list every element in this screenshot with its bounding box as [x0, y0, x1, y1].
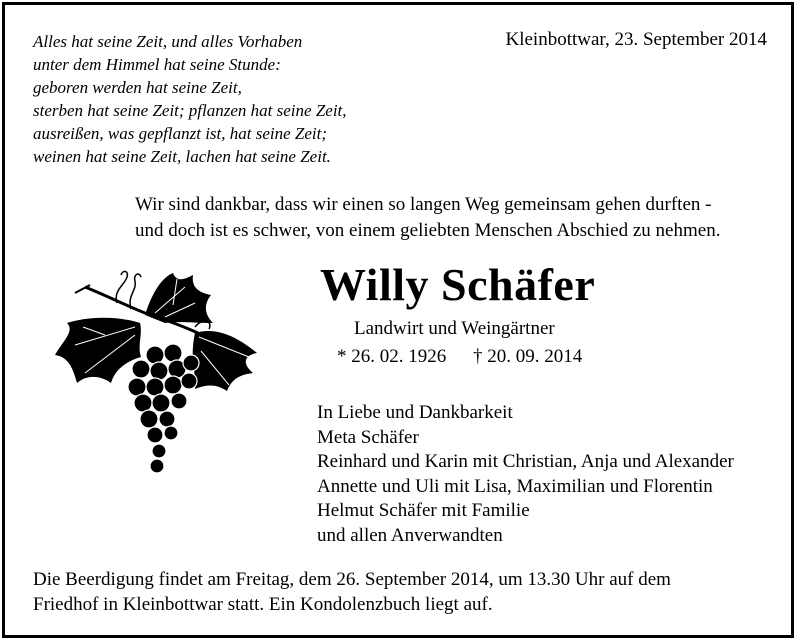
funeral-line: Friedhof in Kleinbottwar statt. Ein Kondolenzbuch liegt auf. — [33, 594, 493, 615]
deceased-name: Willy Schäfer — [320, 259, 596, 310]
poem-line: geboren werden hat seine Zeit, — [33, 78, 242, 97]
mourners-line: Annette und Uli mit Lisa, Maximilian und Florentin — [317, 475, 713, 497]
obituary-notice — [2, 2, 794, 638]
gratitude-line: Wir sind dankbar, dass wir einen so langen Weg gemeinsam gehen durften - — [135, 194, 712, 215]
funeral-line: Die Beerdigung findet am Freitag, dem 26. September 2014, um 13.30 Uhr auf dem — [33, 569, 671, 590]
death-date: † 20. 09. 2014 — [473, 346, 583, 367]
gratitude-text — [135, 192, 720, 244]
poem-line: unter dem Himmel hat seine Stunde: — [33, 55, 281, 74]
mourners-line: und allen Anverwandten — [317, 524, 503, 546]
gratitude-line: und doch ist es schwer, von einem geliebten Menschen Abschied zu nehmen. — [135, 220, 721, 241]
place-date: Kleinbottwar, 23. September 2014 — [505, 29, 767, 50]
funeral-info — [33, 567, 671, 617]
poem-line: sterben hat seine Zeit; pflanzen hat seine Zeit, — [33, 101, 347, 120]
poem-line: weinen hat seine Zeit, lachen hat seine Zeit. — [33, 147, 331, 166]
mourners-line: Helmut Schäfer mit Familie — [317, 500, 530, 521]
deceased-profession: Landwirt und Weingärtner — [354, 318, 555, 339]
mourners-list — [317, 401, 734, 548]
mourners-line: In Liebe und Dankbarkeit — [317, 402, 513, 423]
life-dates — [337, 346, 582, 368]
birth-date: * 26. 02. 1926 — [337, 346, 447, 367]
grape-cluster-icon — [45, 265, 270, 480]
mourners-line: Reinhard und Karin mit Christian, Anja und Alexander — [317, 451, 734, 472]
mourners-line: Meta Schäfer — [317, 426, 419, 448]
poem-line: ausreißen, was gepflanzt ist, hat seine Zeit; — [33, 124, 328, 143]
poem — [33, 30, 347, 168]
poem-line: Alles hat seine Zeit, und alles Vorhaben — [33, 32, 303, 51]
